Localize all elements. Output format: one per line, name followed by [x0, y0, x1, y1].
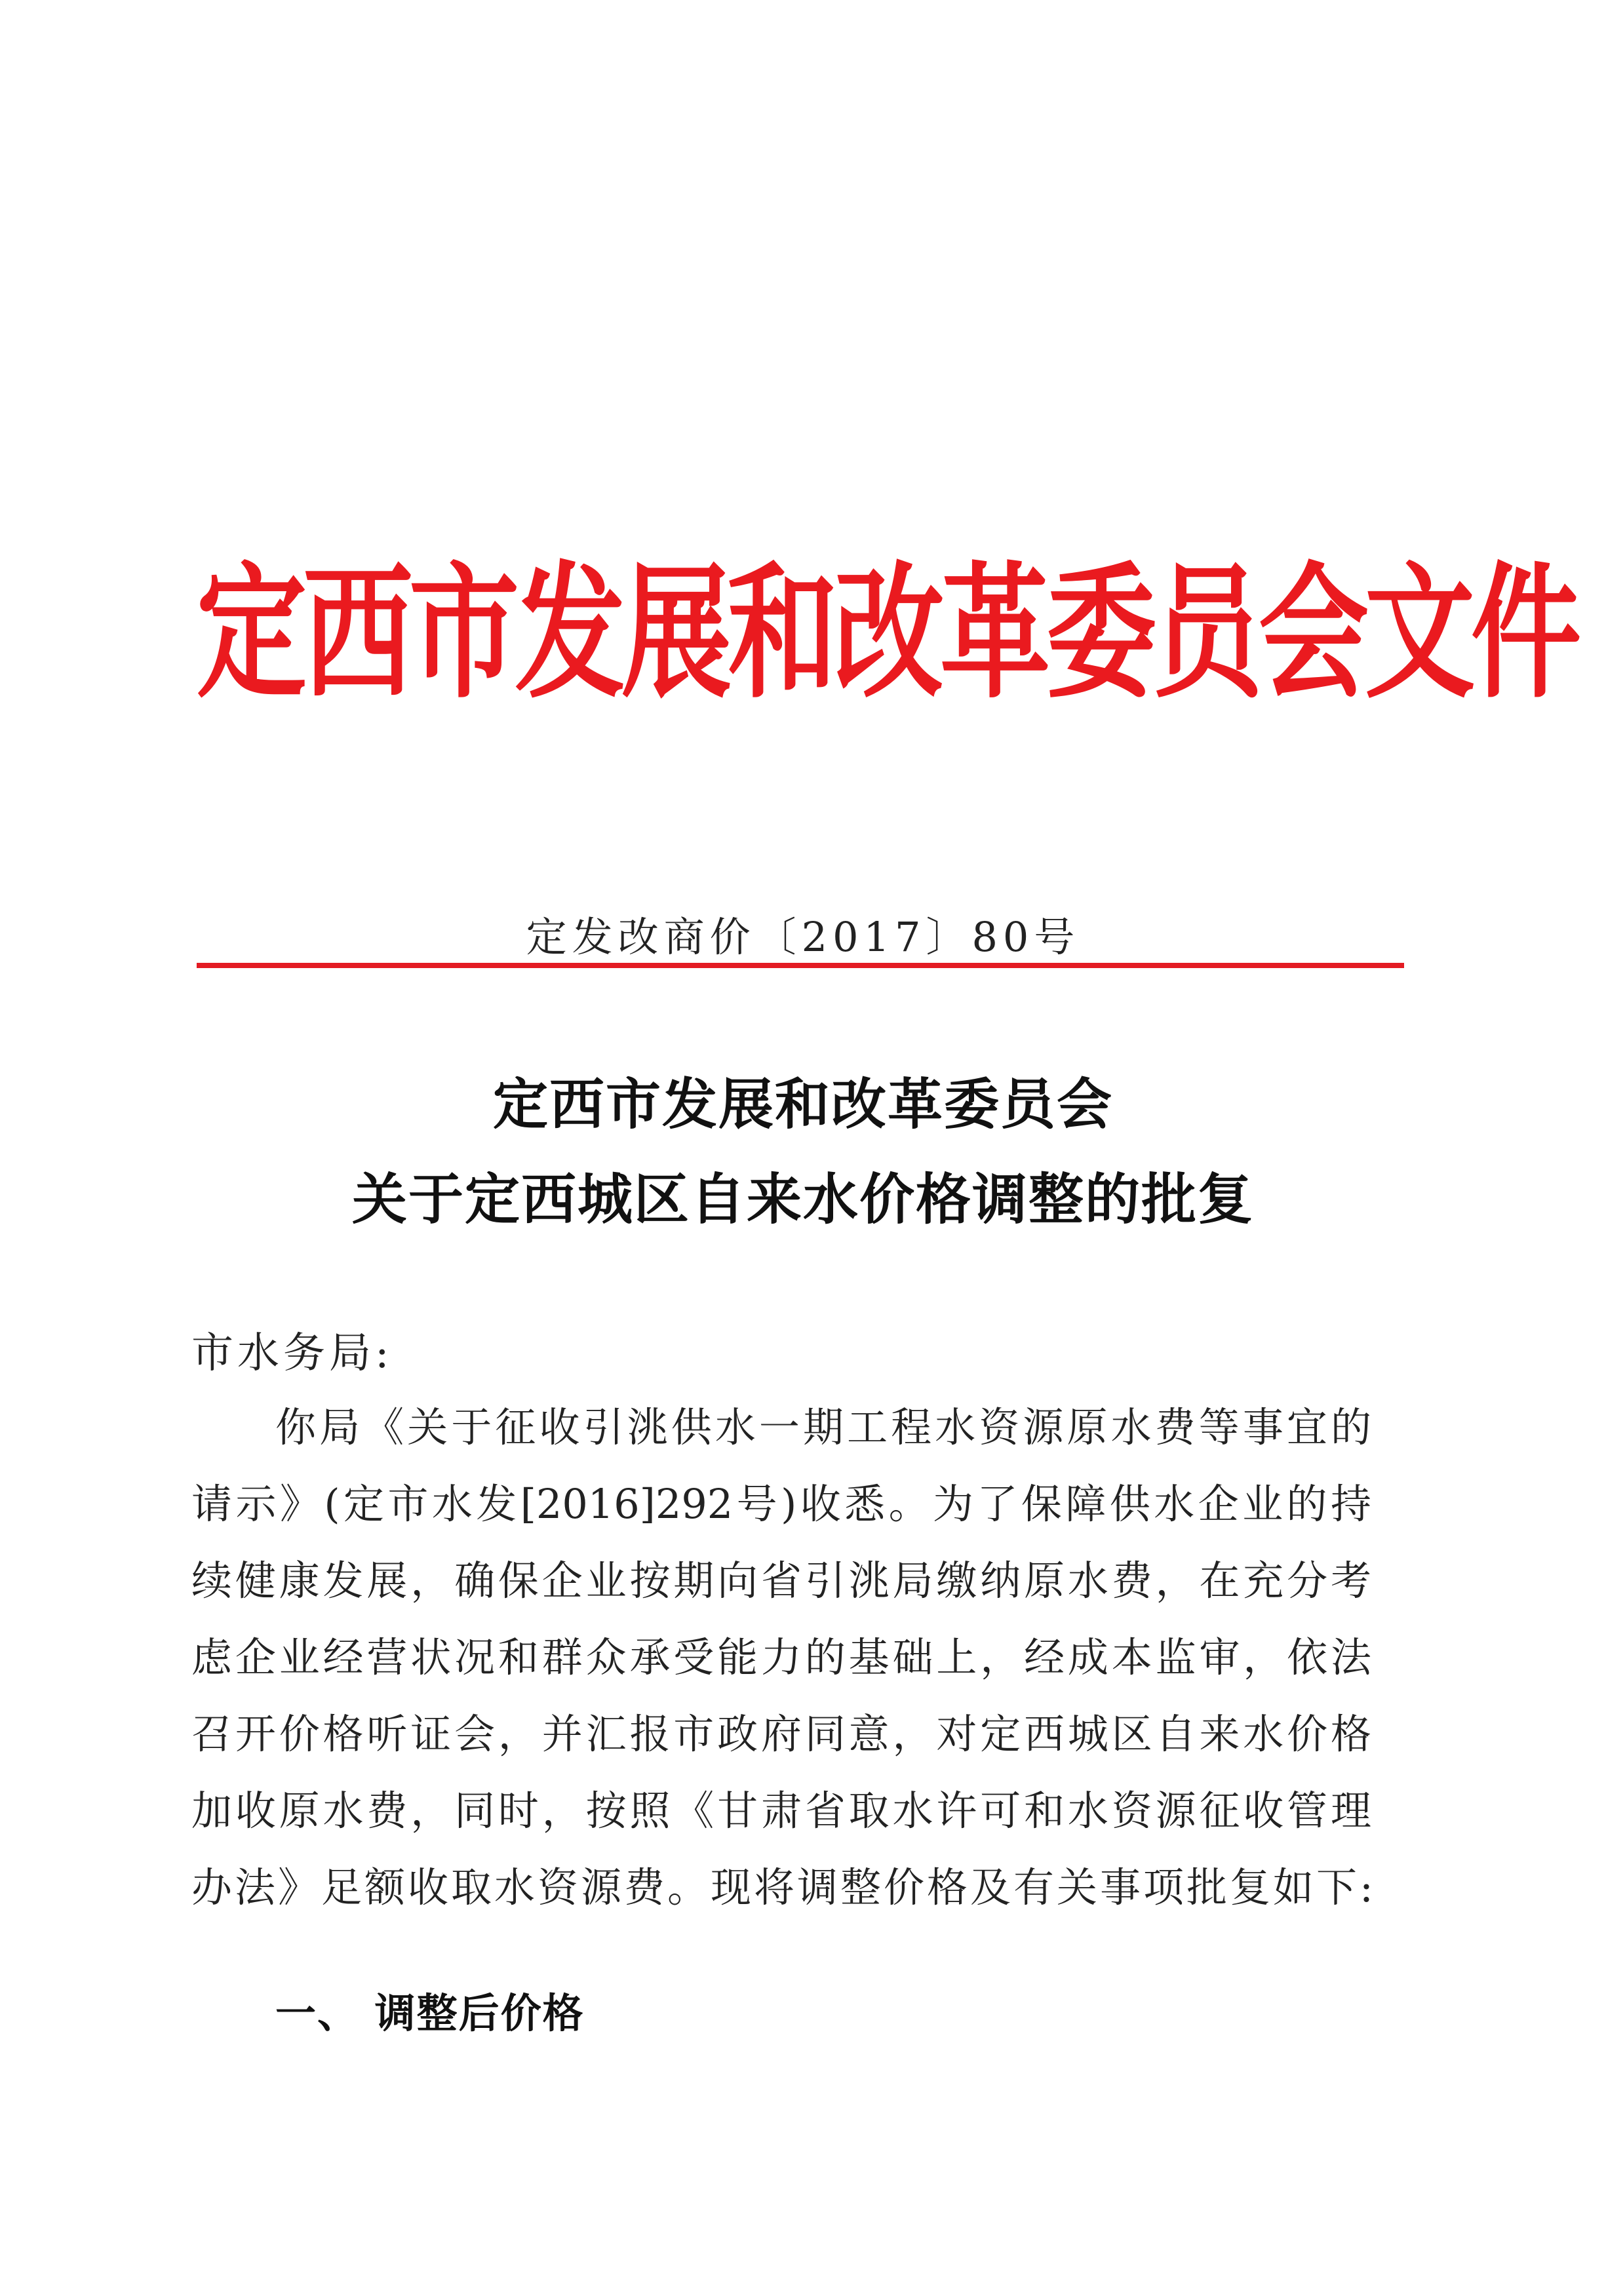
body-paragraph-line: 召开价格听证会，并汇报市政府同意，对定西城区自来水价格: [191, 1710, 1371, 1758]
red-divider-line: [197, 963, 1404, 968]
body-paragraph-line: 办法》足额收取水资源费。现将调整价格及有关事项批复如下:: [191, 1863, 1376, 1911]
salutation: 市水务局:: [191, 1329, 393, 1378]
body-paragraph-line: 虑企业经营状况和群众承受能力的基础上，经成本监审，依法: [191, 1633, 1371, 1681]
body-paragraph-line: 你局《关于征收引洮供水一期工程水资源原水费等事宜的: [275, 1403, 1371, 1451]
body-paragraph-line: 续健康发展，确保企业按期向省引洮局缴纳原水费，在充分考: [191, 1557, 1371, 1605]
document-title-line-2: 关于定西城区自来水价格调整的批复: [351, 1167, 1254, 1232]
section-heading: 一、 调整后价格: [275, 1989, 585, 2037]
document-number: 定发改商价〔2017〕80号: [526, 913, 1080, 961]
document-title-line-1: 定西市发展和改革委员会: [492, 1072, 1113, 1137]
body-paragraph-line: 请示》(定市水发[2016]292号)收悉。为了保障供水企业的持: [191, 1480, 1371, 1528]
masthead-title: 定西市发展和改革委员会文件: [197, 547, 1577, 718]
body-paragraph-line: 加收原水费，同时，按照《甘肃省取水许可和水资源征收管理: [191, 1787, 1371, 1835]
